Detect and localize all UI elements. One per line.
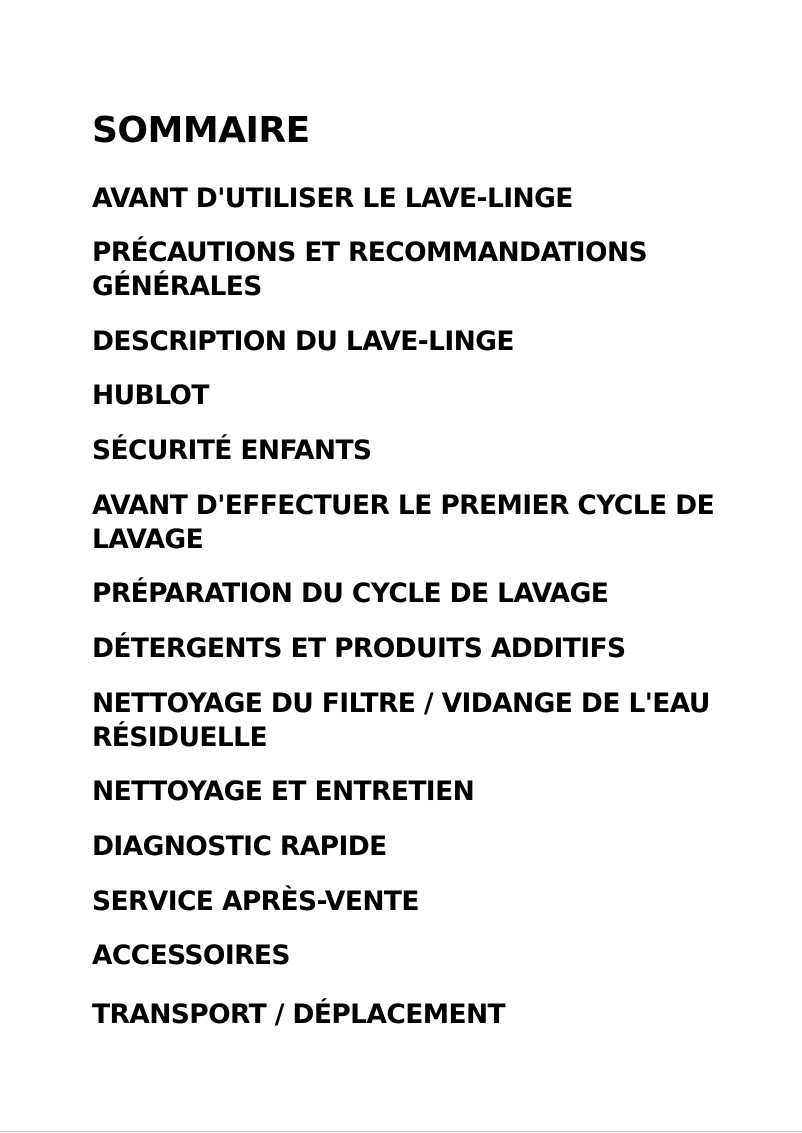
toc-item-text: DIAGNOSTIC RAPIDE bbox=[92, 831, 387, 862]
toc-item-text: AVANT D'EFFECTUER LE PREMIER CYCLE DE bbox=[92, 490, 715, 521]
toc-item-premier-cycle bbox=[92, 489, 742, 557]
toc-item-securite-enfants bbox=[92, 434, 742, 468]
toc-item-nettoyage-entretien bbox=[92, 775, 742, 809]
toc-item-precautions bbox=[92, 236, 742, 304]
toc-item-transport bbox=[92, 998, 742, 1032]
toc-item-avant-utiliser bbox=[92, 182, 742, 216]
toc-item-detergents bbox=[92, 632, 742, 666]
toc-item-text: AVANT D'UTILISER LE LAVE-LINGE bbox=[92, 183, 573, 214]
toc-item-text: SERVICE APRÈS-VENTE bbox=[92, 886, 419, 917]
toc-item-preparation bbox=[92, 577, 742, 611]
toc-item-text: NETTOYAGE DU FILTRE / VIDANGE DE L'EAU bbox=[92, 688, 710, 719]
toc-item-text: PRÉCAUTIONS ET RECOMMANDATIONS bbox=[92, 237, 648, 268]
toc-item-text-continued: LAVAGE bbox=[92, 524, 204, 555]
toc-item-service-apres-vente bbox=[92, 885, 742, 919]
toc-item-text: PRÉPARATION DU CYCLE DE LAVAGE bbox=[92, 578, 609, 609]
toc-item-text: DESCRIPTION DU LAVE-LINGE bbox=[92, 326, 514, 357]
toc-item-accessoires bbox=[92, 939, 742, 973]
toc-item-diagnostic bbox=[92, 830, 742, 864]
toc-item-text: SÉCURITÉ ENFANTS bbox=[92, 435, 372, 466]
toc-item-text: HUBLOT bbox=[92, 380, 209, 411]
toc-item-text: NETTOYAGE ET ENTRETIEN bbox=[92, 776, 475, 807]
toc-item-text-continued: GÉNÉRALES bbox=[92, 271, 262, 302]
toc-item-nettoyage-filtre bbox=[92, 687, 742, 755]
toc-item-text: TRANSPORT / DÉPLACEMENT bbox=[92, 999, 506, 1030]
toc-item-description bbox=[92, 325, 742, 359]
toc-item-text: ACCESSOIRES bbox=[92, 940, 290, 971]
toc-item-hublot bbox=[92, 379, 742, 413]
page-title: SOMMAIRE bbox=[92, 110, 310, 151]
toc-item-text-continued: RÉSIDUELLE bbox=[92, 722, 267, 753]
toc-item-text: DÉTERGENTS ET PRODUITS ADDITIFS bbox=[92, 633, 626, 664]
page-bottom-divider bbox=[0, 1131, 802, 1132]
